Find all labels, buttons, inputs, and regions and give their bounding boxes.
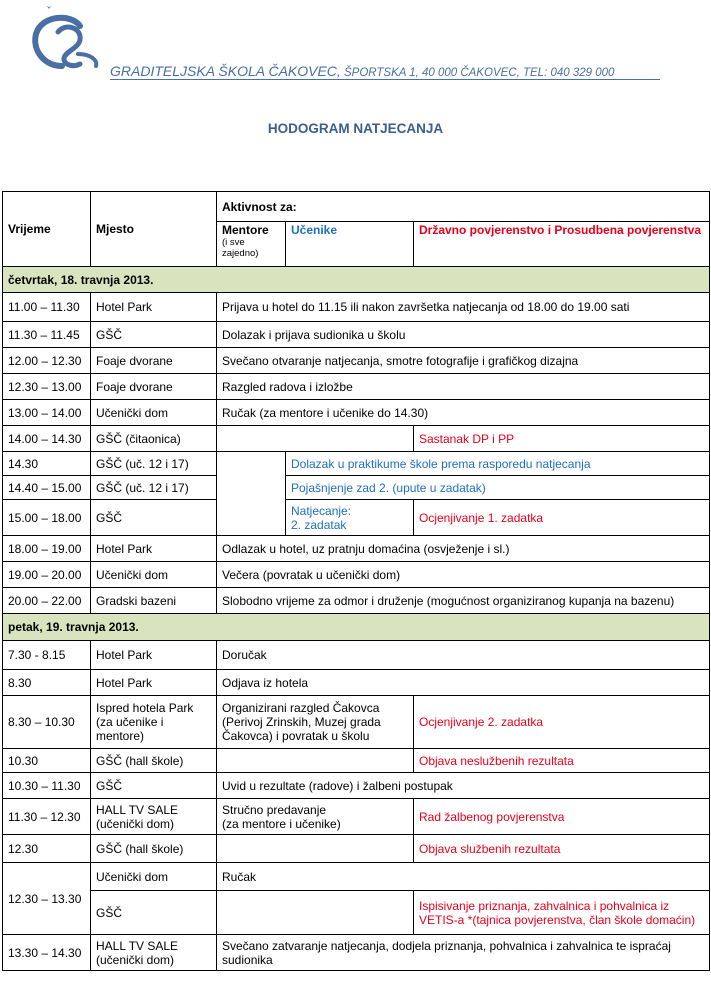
header-students: Učenike xyxy=(286,222,414,267)
place-cell: Foaje dvorane xyxy=(91,348,217,374)
time-cell: 12.30 xyxy=(3,835,91,863)
table-row xyxy=(3,348,710,374)
mentors-students-cell: Stručno predavanje (za mentore i učenike) xyxy=(217,799,414,835)
place-cell: Foaje dvorane xyxy=(91,374,217,400)
activity-cell: Uvid u rezultate (radove) i žalbeni postupak xyxy=(217,773,710,799)
page-header xyxy=(0,0,711,80)
place-cell: GŠČ (uč. 12 i 17) xyxy=(91,452,217,476)
day-row xyxy=(3,267,710,293)
place-cell: GŠČ (hall škole) xyxy=(91,749,217,773)
day-label: četvrtak, 18. travnja 2013. xyxy=(3,267,710,293)
time-cell: 13.30 – 14.30 xyxy=(3,935,91,971)
time-cell: 8.30 xyxy=(3,670,91,696)
school-name: GRADITELJSKA ŠKOLA ČAKOVEC, xyxy=(110,63,341,79)
place-cell: Hotel Park xyxy=(91,670,217,696)
table-row xyxy=(3,476,710,500)
table-row xyxy=(3,562,710,588)
table-row xyxy=(3,935,710,971)
time-cell: 8.30 – 10.30 xyxy=(3,696,91,749)
time-cell: 7.30 - 8.15 xyxy=(3,641,91,670)
time-cell: 14.00 – 14.30 xyxy=(3,426,91,452)
time-cell: 18.00 – 19.00 xyxy=(3,536,91,562)
time-cell: 12.30 – 13.00 xyxy=(3,374,91,400)
time-cell: 20.00 – 22.00 xyxy=(3,588,91,614)
table-row xyxy=(3,835,710,863)
place-cell: GŠČ xyxy=(91,773,217,799)
activity-cell: Svečano zatvaranje natjecanja, dodjela priznanja, pohvalnica i zahvalnica te ispraćaj sudionika xyxy=(217,935,710,971)
activity-cell: Svečano otvaranje natjecanja, smotre fotografije i grafičkog dizajna xyxy=(217,348,710,374)
place-cell: Hotel Park xyxy=(91,293,217,322)
place-cell: Učenički dom xyxy=(91,400,217,426)
place-cell: GŠČ (hall škole) xyxy=(91,835,217,863)
time-cell: 19.00 – 20.00 xyxy=(3,562,91,588)
header-mentors: Mentore xyxy=(222,223,269,237)
committee-cell: Rad žalbenog povjerenstva xyxy=(414,799,710,835)
day-label: petak, 19. travnja 2013. xyxy=(3,614,710,641)
svg-text:ˇ: ˇ xyxy=(46,5,52,19)
place-cell: Učenički dom xyxy=(91,562,217,588)
place-cell: HALL TV SALE (učenički dom) xyxy=(91,935,217,971)
time-cell: 12.30 – 13.30 xyxy=(3,863,91,935)
place-cell: Hotel Park xyxy=(91,641,217,670)
committee-cell: Objava neslužbenih rezultata xyxy=(414,749,710,773)
table-row xyxy=(3,322,710,348)
header-committee: Državno povjerenstvo i Prosudbena povjerenstva xyxy=(414,222,710,267)
header-time: Vrijeme xyxy=(3,192,91,267)
table-row xyxy=(3,374,710,400)
empty-cell xyxy=(217,749,414,773)
place-cell: GŠČ xyxy=(91,891,217,935)
table-row xyxy=(3,773,710,799)
empty-cell xyxy=(217,891,414,935)
time-cell: 11.30 – 12.30 xyxy=(3,799,91,835)
school-logo xyxy=(28,4,104,74)
place-cell: GŠČ xyxy=(91,500,217,536)
activity-cell: Ručak xyxy=(217,863,710,891)
students-activity-cell: Pojašnjenje zad 2. (upute u zadatak) xyxy=(286,476,710,500)
activity-cell: Večera (povratak u učenički dom) xyxy=(217,562,710,588)
time-cell: 10.30 xyxy=(3,749,91,773)
header-place: Mjesto xyxy=(91,192,217,267)
place-cell: GŠČ (čitaonica) xyxy=(91,426,217,452)
students-cell: Natjecanje: 2. zadatak xyxy=(286,500,414,536)
place-cell: GŠČ xyxy=(91,322,217,348)
committee-cell: Sastanak DP i PP xyxy=(414,426,710,452)
committee-cell: Objava službenih rezultata xyxy=(414,835,710,863)
table-row xyxy=(3,452,710,476)
table-row xyxy=(3,670,710,696)
table-row xyxy=(3,799,710,835)
activity-cell: Prijava u hotel do 11.15 ili nakon završetka natjecanja od 18.00 do 19.00 sati xyxy=(217,293,710,322)
place-cell: Ispred hotela Park (za učenike i mentore) xyxy=(91,696,217,749)
time-cell: 11.00 – 11.30 xyxy=(3,293,91,322)
activity-cell: Dolazak i prijava sudionika u školu xyxy=(217,322,710,348)
mentors-students-cell: Organizirani razgled Čakovca (Perivoj Zrinskih, Muzej grada Čakovca) i povratak u školu xyxy=(217,696,414,749)
school-address: ŠPORTSKA 1, 40 000 ČAKOVEC, TEL: 040 329 000 xyxy=(340,67,615,79)
table-row xyxy=(3,536,710,562)
header-activity-for: Aktivnost za: xyxy=(217,192,710,222)
table-header-row-1 xyxy=(3,192,710,222)
empty-cell xyxy=(217,426,414,452)
committee-cell: Ocjenjivanje 1. zadatka xyxy=(414,500,710,536)
time-cell: 13.00 – 14.00 xyxy=(3,400,91,426)
header-mentors-cell xyxy=(217,222,286,267)
table-row xyxy=(3,641,710,670)
day-row xyxy=(3,614,710,641)
committee-cell: Ocjenjivanje 2. zadatka xyxy=(414,696,710,749)
activity-cell: Doručak xyxy=(217,641,710,670)
table-row xyxy=(3,696,710,749)
activity-cell: Slobodno vrijeme za odmor i druženje (mogućnost organiziranog kupanja na bazenu) xyxy=(217,588,710,614)
table-row xyxy=(3,588,710,614)
activity-cell: Odjava iz hotela xyxy=(217,670,710,696)
time-cell: 11.30 – 11.45 xyxy=(3,322,91,348)
header-mentors-note: (i sve zajedno) xyxy=(222,237,259,259)
time-cell: 14.40 – 15.00 xyxy=(3,476,91,500)
activity-cell: Razgled radova i izložbe xyxy=(217,374,710,400)
table-row xyxy=(3,891,710,935)
table-row xyxy=(3,400,710,426)
place-cell: Gradski bazeni xyxy=(91,588,217,614)
committee-cell: Ispisivanje priznanja, zahvalnica i pohvalnica iz VETIS-a *(tajnica povjerenstva, član škole domaćin) xyxy=(414,891,710,935)
place-cell: HALL TV SALE (učenički dom) xyxy=(91,799,217,835)
activity-cell: Ručak (za mentore i učenike do 14.30) xyxy=(217,400,710,426)
header-divider xyxy=(110,79,660,80)
empty-cell xyxy=(217,452,286,536)
students-activity-cell: Dolazak u praktikume škole prema rasporedu natjecanja xyxy=(286,452,710,476)
time-cell: 10.30 – 11.30 xyxy=(3,773,91,799)
place-cell: GŠČ (uč. 12 i 17) xyxy=(91,476,217,500)
table-row xyxy=(3,863,710,891)
activity-cell: Odlazak u hotel, uz pratnju domaćina (osvježenje i sl.) xyxy=(217,536,710,562)
table-row xyxy=(3,749,710,773)
document-title: HODOGRAM NATJECANJA xyxy=(267,121,444,136)
time-cell: 15.00 – 18.00 xyxy=(3,500,91,536)
place-cell: Učenički dom xyxy=(91,863,217,891)
place-cell: Hotel Park xyxy=(91,536,217,562)
time-cell: 14.30 xyxy=(3,452,91,476)
school-info xyxy=(110,63,614,79)
empty-cell xyxy=(217,835,414,863)
table-row xyxy=(3,500,710,536)
table-row xyxy=(3,426,710,452)
table-row xyxy=(3,293,710,322)
schedule-table xyxy=(2,191,710,971)
time-cell: 12.00 – 12.30 xyxy=(3,348,91,374)
